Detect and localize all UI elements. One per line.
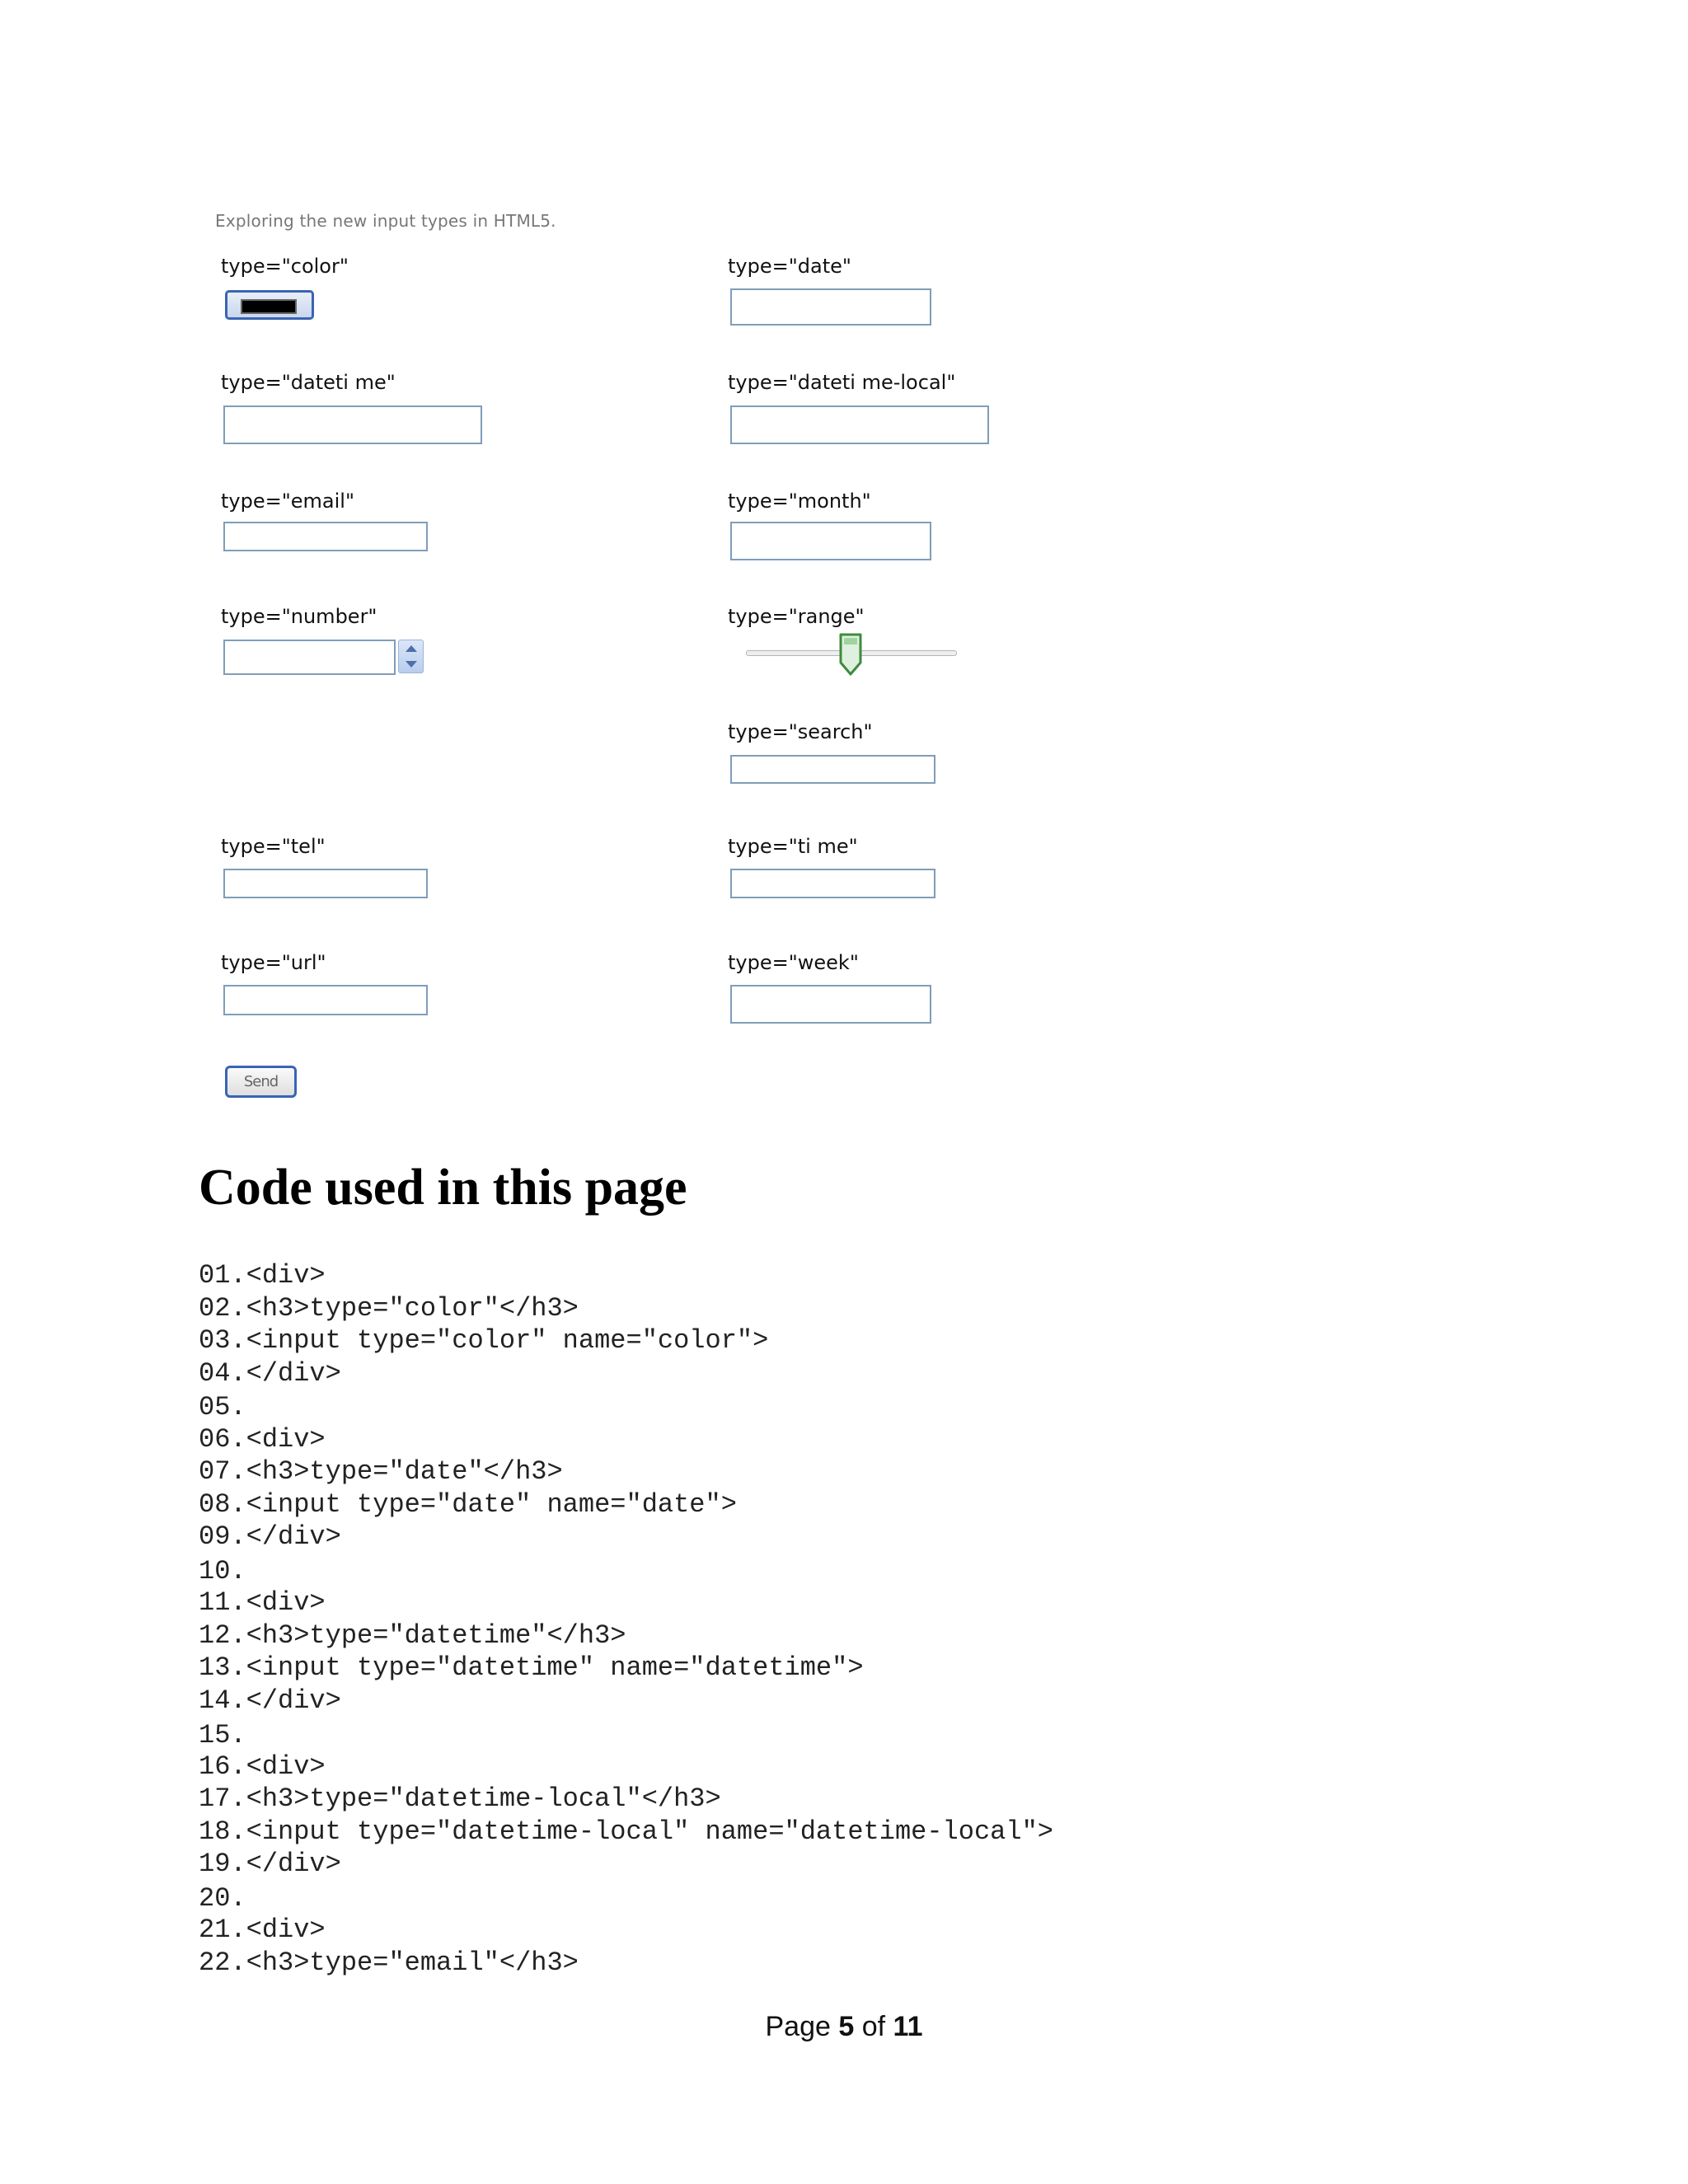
color-picker[interactable] — [225, 290, 314, 320]
email-input[interactable] — [223, 522, 428, 551]
week-input[interactable] — [730, 985, 931, 1024]
range-slider-thumb[interactable] — [839, 633, 862, 676]
form-intro-text: Exploring the new input types in HTML5. — [215, 211, 556, 231]
number-input[interactable] — [223, 640, 396, 675]
chevron-down-icon[interactable] — [406, 661, 417, 668]
code-listing — [199, 1259, 1053, 1979]
label-search: type="search" — [728, 720, 873, 743]
of-word: of — [861, 2011, 886, 2042]
code-line: 08.<input type="date" name="date"> — [199, 1488, 737, 1520]
code-line: 05. — [199, 1392, 246, 1423]
code-line: 21.<div> — [199, 1915, 326, 1946]
label-tel: type="tel" — [221, 835, 326, 858]
datetime-local-input[interactable] — [730, 405, 989, 444]
color-swatch-fill — [241, 299, 297, 314]
code-line: 15. — [199, 1719, 246, 1750]
code-line: 06.<div> — [199, 1423, 326, 1455]
month-input[interactable] — [730, 522, 931, 560]
label-datetime-local: type="dateti me-local" — [728, 371, 956, 394]
code-line: 20. — [199, 1883, 246, 1915]
section-heading: Code used in this page — [199, 1160, 687, 1216]
label-time: type="ti me" — [728, 835, 858, 858]
code-line: 17.<h3>type="datetime-local"</h3> — [199, 1783, 721, 1815]
code-line: 07.<h3>type="date"</h3> — [199, 1456, 563, 1488]
send-button[interactable]: Send — [225, 1066, 297, 1098]
code-line: 12.<h3>type="datetime"</h3> — [199, 1619, 626, 1651]
tel-input[interactable] — [223, 869, 428, 898]
url-input[interactable] — [223, 985, 428, 1015]
time-input[interactable] — [730, 869, 935, 898]
chevron-up-icon[interactable] — [406, 645, 417, 652]
page-total: 11 — [893, 2011, 923, 2042]
label-color: type="color" — [221, 255, 349, 278]
code-line: 13.<input type="datetime" name="datetime"> — [199, 1652, 864, 1684]
code-line: 02.<h3>type="color"</h3> — [199, 1292, 579, 1324]
code-line: 11.<div> — [199, 1587, 326, 1619]
page-word: Page — [765, 2011, 831, 2042]
label-date: type="date" — [728, 255, 851, 278]
page-current: 5 — [838, 2011, 855, 2042]
search-input[interactable] — [730, 755, 935, 784]
label-number: type="number" — [221, 605, 377, 628]
code-line: 18.<input type="datetime-local" name="datetime-local"> — [199, 1816, 1053, 1847]
code-line: 04.</div> — [199, 1357, 341, 1389]
number-stepper[interactable] — [398, 640, 424, 673]
code-line: 01.<div> — [199, 1260, 326, 1291]
label-range: type="range" — [728, 605, 865, 628]
code-line: 22.<h3>type="email"</h3> — [199, 1947, 579, 1978]
label-email: type="email" — [221, 490, 354, 513]
code-line: 10. — [199, 1555, 246, 1586]
label-month: type="month" — [728, 490, 871, 513]
label-datetime: type="dateti me" — [221, 371, 396, 394]
code-line: 03.<input type="color" name="color"> — [199, 1325, 769, 1357]
date-input[interactable] — [730, 288, 931, 326]
code-line: 19.</div> — [199, 1849, 341, 1880]
code-line: 16.<div> — [199, 1750, 326, 1782]
label-week: type="week" — [728, 951, 859, 974]
label-url: type="url" — [221, 951, 326, 974]
code-line: 14.</div> — [199, 1685, 341, 1716]
code-line: 09.</div> — [199, 1521, 341, 1553]
page-footer — [0, 2011, 1688, 2043]
datetime-input[interactable] — [223, 405, 482, 444]
